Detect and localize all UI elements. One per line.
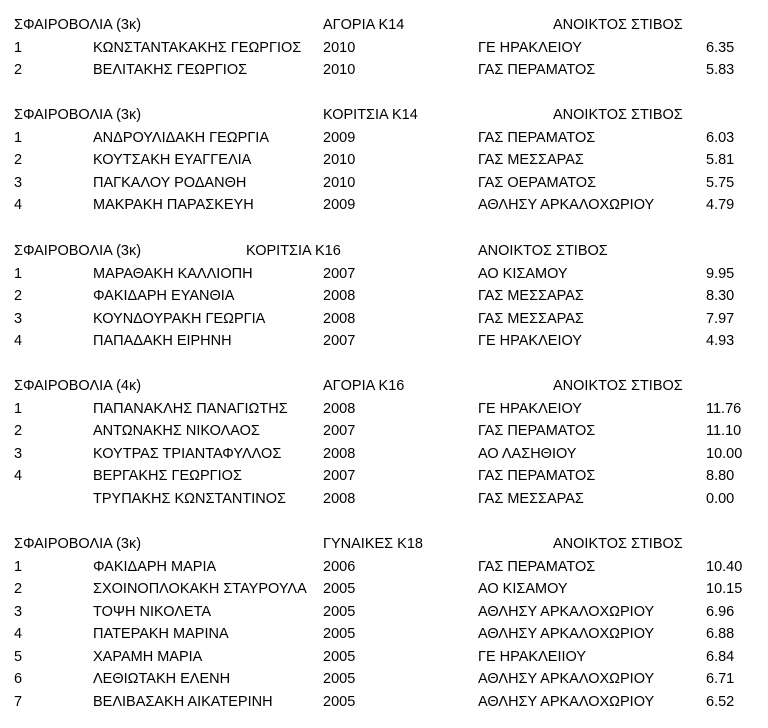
birth-year: 2005 [323,626,356,642]
section-header [0,376,768,399]
rank: 3 [14,174,23,191]
rank: 4 [14,333,23,349]
results-section [0,15,768,83]
club: ΑΘΛΗΣΥ ΑΡΚΑΛΟΧΩΡΙΟΥ [478,603,655,620]
rank: 6 [14,671,23,687]
rank: 1 [14,400,23,417]
category: ΓΥΝΑΙΚΕΣ Κ18 [323,536,423,552]
birth-year: 2008 [323,310,356,327]
results-section [0,241,768,354]
rank: 1 [14,39,23,56]
mark: 6.35 [706,39,735,56]
athlete-name: ΜΑΚΡΑΚΗ ΠΑΡΑΣΚΕΥΗ [93,197,254,213]
mark: 8.30 [706,288,735,304]
mark: 4.79 [706,197,735,213]
athlete-name: ΚΟΥΤΣΑΚΗ ΕΥΑΓΓΕΛΙΑ [93,152,252,168]
athlete-name: ΠΑΓΚΑΛΟΥ ΡΟΔΑΝΘΗ [93,174,247,191]
rank: 2 [14,152,23,168]
category: ΑΓΟΡΙΑ Κ16 [323,378,405,394]
venue: ΑΝΟΙΚΤΟΣ ΣΤΙΒΟΣ [478,243,608,259]
result-row [0,466,768,489]
mark: 6.96 [706,603,735,620]
result-row [0,557,768,580]
club: ΓΑΣ ΜΕΣΣΑΡΑΣ [478,152,584,168]
rank: 1 [14,265,23,282]
club: ΓΑΣ ΟΕΡΑΜΑΤΟΣ [478,174,597,191]
athlete-name: ΦΑΚΙΔΑΡΗ ΜΑΡΙΑ [93,558,217,575]
club: ΓΑΣ ΠΕΡΑΜΑΤΟΣ [478,423,596,439]
venue: ΑΝΟΙΚΤΟΣ ΣΤΙΒΟΣ [553,536,683,552]
mark: 5.81 [706,152,735,168]
result-row [0,309,768,332]
club: ΓΑΣ ΠΕΡΑΜΑΤΟΣ [478,62,596,78]
club: ΑΘΛΗΣΥ ΑΡΚΑΛΟΧΩΡΙΟΥ [478,671,655,687]
birth-year: 2005 [323,671,356,687]
club: ΓΕ ΗΡΑΚΛΕΙΟΥ [478,333,582,349]
rank: 2 [14,288,23,304]
mark: 8.80 [706,468,735,484]
birth-year: 2007 [323,265,356,282]
mark: 5.75 [706,174,735,191]
venue: ΑΝΟΙΚΤΟΣ ΣΤΙΒΟΣ [553,17,683,33]
result-row [0,331,768,354]
event-name: ΣΦΑΙΡΟΒΟΛΙΑ (3κ) [14,536,142,552]
rank: 4 [14,468,23,484]
birth-year: 2005 [323,693,356,710]
birth-year: 2009 [323,197,356,213]
results-section [0,376,768,511]
result-row [0,444,768,467]
athlete-name: ΠΑΠΑΝΑΚΛΗΣ ΠΑΝΑΓΙΩΤΗΣ [93,400,288,417]
result-row [0,60,768,83]
section-header [0,105,768,128]
result-row [0,602,768,625]
mark: 6.84 [706,648,735,665]
rank: 3 [14,603,23,620]
section-header [0,534,768,557]
club: ΑΟ ΚΙΣΑΜΟΥ [478,265,568,282]
club: ΓΑΣ ΠΕΡΑΜΑΤΟΣ [478,129,596,146]
category: ΚΟΡΙΤΣΙΑ Κ14 [323,107,418,123]
rank: 4 [14,626,23,642]
event-name: ΣΦΑΙΡΟΒΟΛΙΑ (4κ) [14,378,142,394]
club: ΓΑΣ ΜΕΣΣΑΡΑΣ [478,310,584,327]
mark: 10.40 [706,558,743,575]
birth-year: 2007 [323,333,356,349]
section-header [0,241,768,264]
birth-year: 2008 [323,400,356,417]
venue: ΑΝΟΙΚΤΟΣ ΣΤΙΒΟΣ [553,378,683,394]
result-row [0,286,768,309]
mark: 9.95 [706,265,735,282]
result-row [0,692,768,715]
event-name: ΣΦΑΙΡΟΒΟΛΙΑ (3κ) [14,17,142,33]
rank: 4 [14,197,23,213]
mark: 11.76 [706,400,742,417]
birth-year: 2006 [323,558,356,575]
club: ΓΑΣ ΜΕΣΣΑΡΑΣ [478,288,584,304]
mark: 5.83 [706,62,735,78]
athlete-name: ΑΝΤΩΝΑΚΗΣ ΝΙΚΟΛΑΟΣ [93,423,260,439]
birth-year: 2008 [323,445,356,462]
athlete-name: ΤΟΨΗ ΝΙΚΟΛΕΤΑ [93,603,212,620]
athlete-name: ΚΟΥΝΔΟΥΡΑΚΗ ΓΕΩΡΓΙΑ [93,310,266,327]
athlete-name: ΚΟΥΤΡΑΣ ΤΡΙΑΝΤΑΦΥΛΛΟΣ [93,445,282,462]
event-name: ΣΦΑΙΡΟΒΟΛΙΑ (3κ) [14,243,142,259]
birth-year: 2007 [323,468,356,484]
result-row [0,150,768,173]
result-row [0,264,768,287]
club: ΑΘΛΗΣΥ ΑΡΚΑΛΟΧΩΡΙΟΥ [478,197,655,213]
venue: ΑΝΟΙΚΤΟΣ ΣΤΙΒΟΣ [553,107,683,123]
birth-year: 2008 [323,490,356,507]
birth-year: 2010 [323,152,356,168]
club: ΓΕ ΗΡΑΚΛΕΙΟΥ [478,400,582,417]
club: ΓΑΣ ΠΕΡΑΜΑΤΟΣ [478,468,596,484]
rank: 3 [14,445,23,462]
rank: 2 [14,62,23,78]
mark: 6.52 [706,693,735,710]
rank: 2 [14,581,23,597]
mark: 0.00 [706,490,735,507]
rank: 1 [14,129,23,146]
birth-year: 2010 [323,174,356,191]
athlete-name: ΣΧΟΙΝΟΠΛΟΚΑΚΗ ΣΤΑΥΡΟΥΛΑ [93,581,307,597]
athlete-name: ΑΝΔΡΟΥΛΙΔΑΚΗ ΓΕΩΡΓΙΑ [93,129,270,146]
club: ΑΘΛΗΣΥ ΑΡΚΑΛΟΧΩΡΙΟΥ [478,626,655,642]
result-row [0,624,768,647]
birth-year: 2010 [323,39,356,56]
category: ΑΓΟΡΙΑ Κ14 [323,17,405,33]
result-row [0,647,768,670]
event-name: ΣΦΑΙΡΟΒΟΛΙΑ (3κ) [14,107,142,123]
rank: 2 [14,423,23,439]
mark: 10.00 [706,445,743,462]
athlete-name: ΚΩΝΣΤΑΝΤΑΚΑΚΗΣ ΓΕΩΡΓΙΟΣ [93,39,302,56]
result-row [0,128,768,151]
club: ΓΕ ΗΡΑΚΛΕΙΟΥ [478,39,582,56]
athlete-name: ΒΕΡΓΑΚΗΣ ΓΕΩΡΓΙΟΣ [93,468,242,484]
birth-year: 2007 [323,423,356,439]
club: ΓΑΣ ΜΕΣΣΑΡΑΣ [478,490,584,507]
result-row [0,489,768,512]
result-row [0,38,768,61]
result-row [0,669,768,692]
athlete-name: ΒΕΛΙΤΑΚΗΣ ΓΕΩΡΓΙΟΣ [93,62,248,78]
athlete-name: ΛΕΘΙΩΤΑΚΗ ΕΛΕΝΗ [93,671,231,687]
athlete-name: ΜΑΡΑΘΑΚΗ ΚΑΛΛΙΟΠΗ [93,265,253,282]
athlete-name: ΠΑΤΕΡΑΚΗ ΜΑΡΙΝΑ [93,626,229,642]
birth-year: 2010 [323,62,356,78]
mark: 6.03 [706,129,735,146]
mark: 11.10 [706,423,742,439]
club: ΑΟ ΚΙΣΑΜΟΥ [478,581,568,597]
rank: 7 [14,693,23,710]
birth-year: 2005 [323,581,356,597]
mark: 7.97 [706,310,735,327]
result-row [0,399,768,422]
rank: 3 [14,310,23,327]
mark: 10.15 [706,581,743,597]
rank: 5 [14,648,23,665]
athlete-name: ΤΡΥΠΑΚΗΣ ΚΩΝΣΤΑΝΤΙΝΟΣ [93,490,286,507]
athlete-name: ΧΑΡΑΜΗ ΜΑΡΙΑ [93,648,203,665]
club: ΓΑΣ ΠΕΡΑΜΑΤΟΣ [478,558,596,575]
results-section [0,105,768,218]
rank: 1 [14,558,23,575]
result-row [0,195,768,218]
results-section [0,534,768,714]
birth-year: 2008 [323,288,356,304]
result-row [0,173,768,196]
athlete-name: ΠΑΠΑΔΑΚΗ ΕΙΡΗΝΗ [93,333,232,349]
club: ΑΟ ΛΑΣΗΘΙΟΥ [478,445,577,462]
result-row [0,579,768,602]
section-header [0,15,768,38]
mark: 4.93 [706,333,735,349]
birth-year: 2009 [323,129,356,146]
birth-year: 2005 [323,603,356,620]
birth-year: 2005 [323,648,356,665]
mark: 6.71 [706,671,735,687]
club: ΑΘΛΗΣΥ ΑΡΚΑΛΟΧΩΡΙΟΥ [478,693,655,710]
category: ΚΟΡΙΤΣΙΑ Κ16 [246,243,341,259]
result-row [0,421,768,444]
club: ΓΕ ΗΡΑΚΛΕΙΙΟΥ [478,648,586,665]
athlete-name: ΦΑΚΙΔΑΡΗ ΕΥΑΝΘΙΑ [93,288,235,304]
mark: 6.88 [706,626,735,642]
athlete-name: ΒΕΛΙΒΑΣΑΚΗ ΑΙΚΑΤΕΡΙΝΗ [93,693,273,710]
